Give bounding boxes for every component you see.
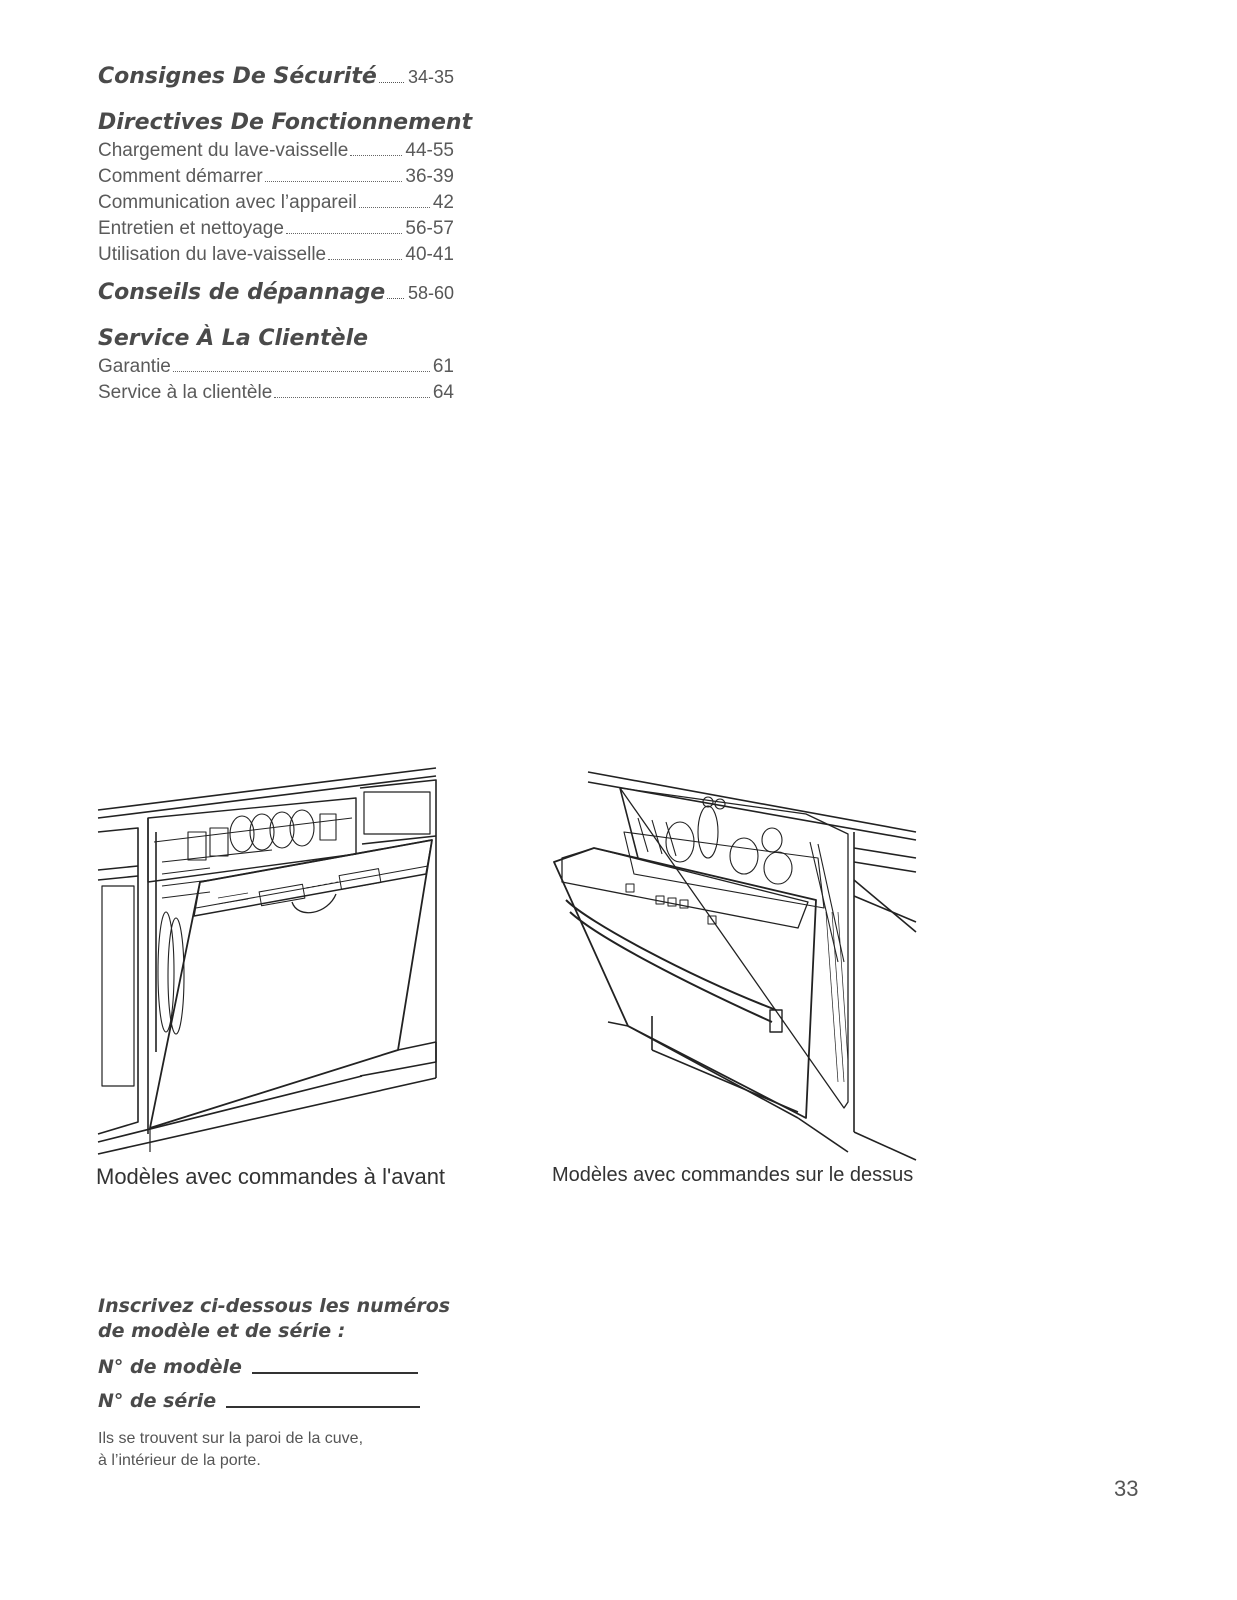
toc-entry-pages: 40-41 <box>405 244 454 265</box>
toc-entry[interactable] <box>98 138 454 164</box>
model-serial-record <box>98 1294 458 1472</box>
toc-entry[interactable] <box>98 164 454 190</box>
toc-entry-pages: 64 <box>432 382 454 403</box>
toc-heading-service[interactable]: Service À La Clientèle <box>98 326 369 351</box>
leader-dots <box>265 181 403 182</box>
toc-entry[interactable] <box>98 216 454 242</box>
leader-dots <box>328 259 402 260</box>
leader-dots <box>387 298 404 299</box>
toc-entry-label: Chargement du lave-vaisselle <box>98 140 349 161</box>
toc-section-operating <box>98 108 473 268</box>
top-controls-caption: Modèles avec commandes sur le dessus <box>552 1164 914 1186</box>
front-controls-caption: Modèles avec commandes à l'avant <box>96 1164 446 1189</box>
toc-entry-label: Service à la clientèle <box>98 382 273 403</box>
toc-entry[interactable] <box>98 380 454 406</box>
toc-entry[interactable] <box>98 190 454 216</box>
toc-entry-label: Communication avec l’appareil <box>98 192 357 213</box>
leader-dots <box>286 233 402 234</box>
record-note-line-2: à l’intérieur de la porte. <box>98 1452 261 1469</box>
record-intro-line-2: de modèle et de série : <box>98 1320 346 1342</box>
leader-dots <box>173 371 430 372</box>
toc-entry-label: Utilisation du lave-vaisselle <box>98 244 327 265</box>
toc-entry-pages: 36-39 <box>405 166 454 187</box>
toc-entry-label: Garantie <box>98 356 171 377</box>
toc-entry[interactable] <box>98 242 454 268</box>
top-controls-dishwasher-illustration <box>548 762 922 1164</box>
record-note <box>98 1428 458 1472</box>
toc-entry-label: Entretien et nettoyage <box>98 218 284 239</box>
serial-number-field[interactable] <box>98 1390 458 1412</box>
page-number: 33 <box>1114 1476 1139 1501</box>
front-controls-dishwasher-illustration <box>92 762 444 1164</box>
record-intro-line-1: Inscrivez ci-dessous les numéros <box>98 1295 451 1317</box>
toc-section-service <box>98 324 454 406</box>
serial-number-blank[interactable] <box>226 1405 420 1408</box>
toc-heading-troubleshooting[interactable]: Conseils de dépannage <box>98 280 386 305</box>
model-number-field[interactable] <box>98 1356 458 1378</box>
leader-dots <box>379 82 404 83</box>
toc-heading-safety[interactable]: Consignes De Sécurité <box>98 64 377 89</box>
toc-heading-operating[interactable]: Directives De Fonctionnement <box>98 110 473 135</box>
toc-section-troubleshooting <box>98 278 454 308</box>
toc-entry-pages: 42 <box>432 192 454 213</box>
toc-entry-pages: 56-57 <box>405 218 454 239</box>
record-note-line-1: Ils se trouvent sur la paroi de la cuve, <box>98 1430 364 1447</box>
model-number-blank[interactable] <box>252 1371 418 1374</box>
leader-dots <box>359 207 430 208</box>
toc-entry-pages: 61 <box>432 356 454 377</box>
toc-entry-label: Comment démarrer <box>98 166 263 187</box>
serial-number-label: N° de série <box>98 1390 217 1412</box>
toc-pages-safety: 34-35 <box>407 67 454 87</box>
toc-entry[interactable] <box>98 354 454 380</box>
toc-section-safety <box>98 62 454 92</box>
model-number-label: N° de modèle <box>98 1356 242 1378</box>
toc-entry-pages: 44-55 <box>405 140 454 161</box>
toc-pages-troubleshooting: 58-60 <box>407 283 454 303</box>
table-of-contents <box>98 62 473 414</box>
leader-dots <box>274 397 430 398</box>
leader-dots <box>350 155 402 156</box>
